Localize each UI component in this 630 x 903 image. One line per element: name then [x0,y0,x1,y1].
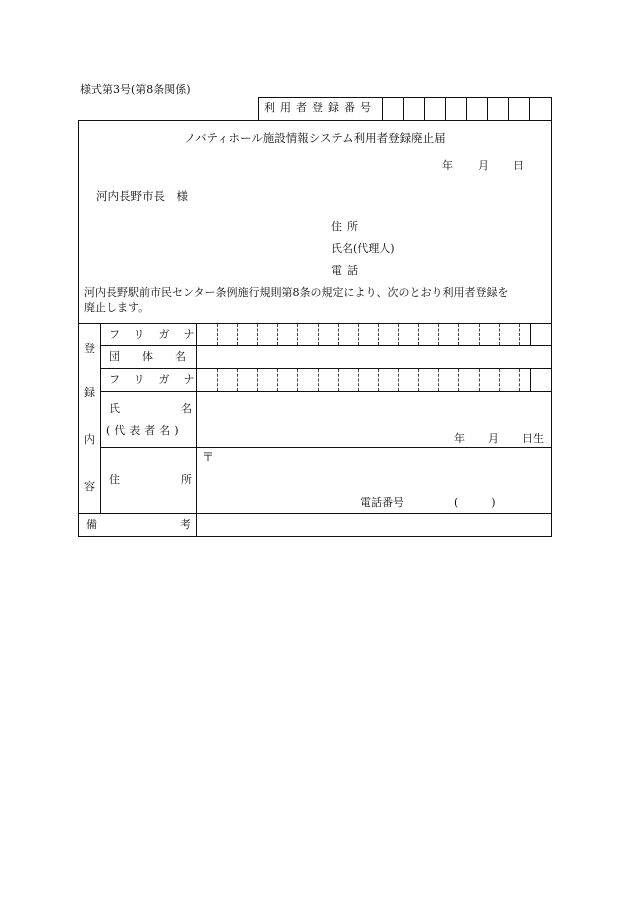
representative-label: (代表者名) [106,424,183,437]
registration-number-cell[interactable] [508,97,509,120]
registration-number-cell[interactable] [487,97,488,120]
form-title: ノバティホール施設情報システム利用者登録廃止届 [184,131,446,145]
applicant-address-label: 住所 [331,220,363,233]
remarks-field[interactable] [197,514,552,536]
birth-month-label: 月 [488,432,499,445]
body-text-line1: 河内長野駅前市民センター条例施行規則第8条の規定により、次のとおり利用者登録を [84,286,509,299]
applicant-phone-label: 電話 [331,264,363,277]
addressee: 河内長野市長 様 [96,189,188,203]
remarks-label: 備考 [86,518,274,531]
group-name-label: 団体名 [109,350,208,363]
registration-number-cell[interactable] [424,97,425,120]
registration-number-cell[interactable] [403,97,404,120]
side-label-char: 登 [84,342,95,355]
group-name-field[interactable] [197,346,552,368]
body-text-line2: 廃止します。 [84,301,150,314]
side-label-char: 内 [84,433,95,446]
side-label-char: 録 [84,386,95,399]
date-month-label: 月 [478,159,489,172]
side-label-char: 容 [84,480,95,493]
phone-number-label: 電話番号 [360,496,404,509]
date-year-label: 年 [442,159,453,172]
birth-year-label: 年 [454,432,465,445]
registration-number-cell[interactable] [466,97,467,120]
registration-number-label: 利用者登録番号 [264,101,376,114]
furigana-label: フリガナ [109,373,209,386]
registration-number-cell[interactable] [445,97,446,120]
phone-area-code-paren: ( ) [454,496,496,509]
form-number: 様式第3号(第8条関係) [80,83,191,96]
postal-mark: 〒 [202,450,215,464]
furigana-label: フリガナ [109,328,209,341]
date-day-label: 日 [513,159,524,172]
address-label: 住所 [109,473,253,486]
registration-number-cell[interactable] [529,97,530,120]
name-label: 氏名 [109,402,253,415]
applicant-name-label: 氏名(代理人) [331,242,395,255]
birth-day-label: 日生 [522,432,544,445]
